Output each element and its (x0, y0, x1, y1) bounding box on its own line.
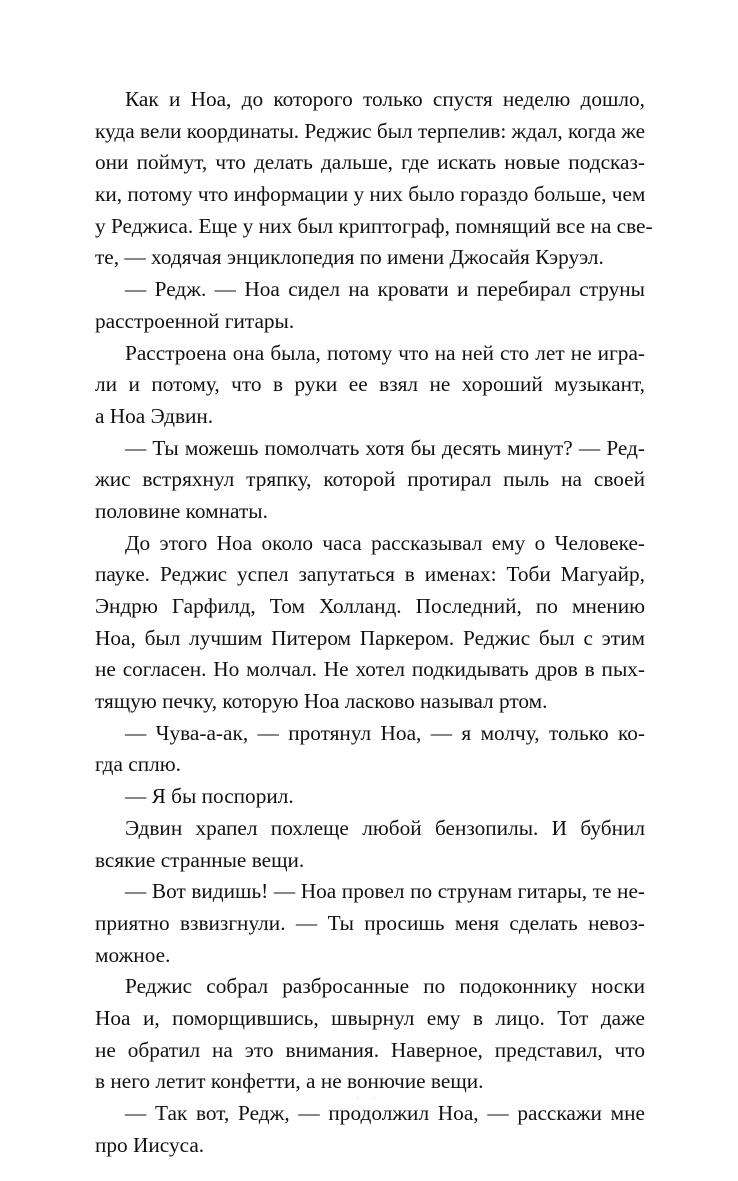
text-line: Реджис собрал разбросанные по подоконнику носки (125, 974, 645, 999)
text-line: приятно взвизгнули. — Ты просишь меня сделать невоз- (95, 910, 645, 935)
text-line: расстроенной гитары. (95, 308, 295, 333)
text-line: половине комнаты. (95, 498, 268, 523)
text-line: не обратил на это внимания. Наверное, представил, что (95, 1037, 645, 1062)
text-line: всякие странные вещи. (95, 847, 305, 872)
text-line: можное. (95, 942, 171, 967)
text-line: До этого Ноа около часа рассказывал ему о Человеке- (125, 530, 645, 555)
text-line: жис встряхнул тряпку, которой протирал пыль на своей (95, 467, 645, 492)
text-line: — Так вот, Редж, — продолжил Ноа, — расскажи мне (125, 1101, 645, 1125)
page-text-body (95, 84, 653, 1161)
text-line: ли и потому, что в руки ее взял не хороший музыкант, (95, 372, 645, 397)
text-line: — Редж. — Ноа сидел на кровати и перебирал струны (125, 277, 645, 302)
text-line: ки, потому что информации у них было гораздо больше, чем (95, 182, 646, 207)
text-line: у Реджиса. Еще у них был криптограф, помнящий все на све- (95, 213, 653, 238)
text-line: — Ты можешь помолчать хотя бы десять минут? — Ред- (125, 435, 645, 460)
text-line: не согласен. Но молчал. Не хотел подкидывать дров в пых- (95, 657, 645, 682)
text-line: Ноа, был лучшим Питером Паркером. Реджис был с этим (95, 625, 645, 650)
text-line: Как и Ноа, до которого только спустя неделю дошло, (125, 87, 645, 111)
text-line: — Чува-а-ак, — протянул Ноа, — я молчу, только ко- (125, 720, 645, 745)
text-line: они поймут, что делать дальше, где искать новые подсказ- (95, 150, 645, 175)
text-line: Эндрю Гарфилд, Том Холланд. Последний, по мнению (95, 594, 645, 618)
text-line: куда вели координаты. Реджис был терпелив: ждал, когда же (95, 118, 646, 143)
page-folio-mark: · · (356, 1094, 382, 1103)
text-line: пауке. Реджис успел запутаться в именах: Тоби Магуайр, (95, 562, 645, 587)
text-line: Ноа и, поморщившись, швырнул ему в лицо. Тот даже (95, 1005, 645, 1030)
text-line: — Вот видишь! — Ноа провел по струнам гитары, те не- (125, 879, 645, 904)
text-line: Расстроена она была, потому что на ней сто лет не игра- (125, 340, 645, 365)
text-line: — Я бы поспорил. (125, 784, 294, 809)
text-line: Эдвин храпел похлеще любой бензопилы. И бубнил (125, 815, 645, 840)
text-line: гда сплю. (95, 752, 181, 777)
text-line: те, — ходячая энциклопедия по имени Джосайя Кэруэл. (95, 245, 604, 270)
text-line: в него летит конфетти, а не вонючие вещи. (95, 1069, 484, 1094)
text-line: тящую печку, которую Ноа ласково называл ртом. (95, 689, 548, 714)
text-line: а Ноа Эдвин. (95, 403, 214, 428)
text-line: про Иисуса. (95, 1132, 205, 1157)
